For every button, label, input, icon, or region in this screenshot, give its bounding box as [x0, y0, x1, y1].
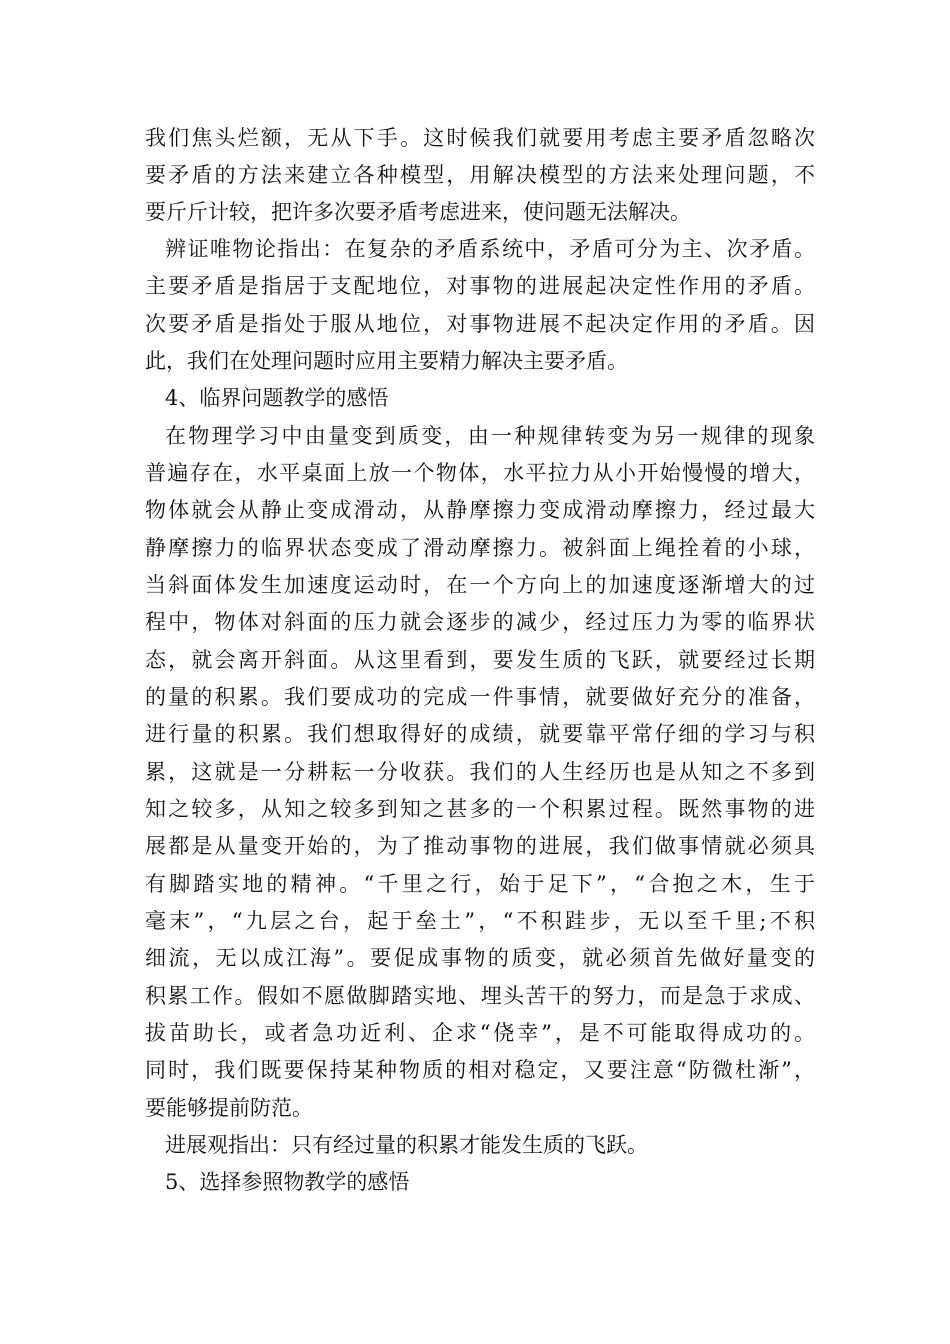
text-line: 积累工作。假如不愿做脚踏实地、埋头苦干的努力，而是急于求成、 — [145, 984, 815, 1008]
text-line: 普遍存在，水平桌面上放一个物体，水平拉力从小开始慢慢的增大， — [145, 461, 815, 485]
text-line: 次要矛盾是指处于服从地位，对事物进展不起决定作用的矛盾。因 — [145, 312, 815, 336]
text-line: 要矛盾的方法来建立各种模型，用解决模型的方法来处理问题，不 — [145, 163, 815, 187]
text-line: 物体就会从静止变成滑动，从静摩擦力变成滑动摩擦力，经过最大 — [145, 498, 815, 522]
text-line: 辨证唯物论指出：在复杂的矛盾系统中，矛盾可分为主、次矛盾。 — [165, 237, 815, 261]
text-line: 细流，无以成江海”。要促成事物的质变，就必须首先做好量变的 — [145, 946, 815, 970]
text-line: 有脚踏实地的精神。“千里之行，始于足下”，“合抱之木，生于 — [145, 872, 815, 896]
text-line: 要能够提前防范。 — [145, 1096, 313, 1120]
text-line: 知之较多，从知之较多到知之甚多的一个积累过程。既然事物的进 — [145, 797, 815, 821]
text-line: 我们焦头烂额，无从下手。这时候我们就要用考虑主要矛盾忽略次 — [145, 126, 815, 150]
text-line: 程中，物体对斜面的压力就会逐步的减少，经过压力为零的临界状 — [145, 610, 815, 634]
text-line: 要斤斤计较，把许多次要矛盾考虑进来，使问题无法解决。 — [145, 200, 691, 224]
text-line: 的量的积累。我们要成功的完成一件事情，就要做好充分的准备， — [145, 685, 815, 709]
text-line: 此，我们在处理问题时应用主要精力解决主要矛盾。 — [145, 349, 628, 373]
text-line: 累，这就是一分耕耘一分收获。我们的人生经历也是从知之不多到 — [145, 760, 815, 784]
text-line: 展都是从量变开始的，为了推动事物的进展，我们做事情就必须具 — [145, 834, 815, 858]
text-line: 进行量的积累。我们想取得好的成绩，就要靠平常仔细的学习与积 — [145, 722, 815, 746]
text-line: 当斜面体发生加速度运动时，在一个方向上的加速度逐渐增大的过 — [145, 573, 815, 597]
text-line: 毫末”，“九层之台，起于垒土”，“不积跬步，无以至千里;不积 — [145, 909, 815, 933]
section-heading: 5、选择参照物教学的感悟 — [165, 1170, 410, 1194]
text-line: 进展观指出：只有经过量的积累才能发生质的飞跃。 — [165, 1133, 648, 1157]
text-line: 态，就会离开斜面。从这里看到，要发生质的飞跃，就要经过长期 — [145, 648, 815, 672]
section-heading: 4、临界问题教学的感悟 — [165, 386, 389, 410]
text-line: 在物理学习中由量变到质变，由一种规律转变为另一规律的现象 — [165, 424, 815, 448]
text-line: 静摩擦力的临界状态变成了滑动摩擦力。被斜面上绳拴着的小球， — [145, 536, 815, 560]
text-line: 同时，我们既要保持某种物质的相对稳定，又要注意“防微杜渐”， — [145, 1058, 815, 1082]
text-line: 主要矛盾是指居于支配地位，对事物的进展起决定性作用的矛盾。 — [145, 274, 815, 298]
text-line: 拔苗助长，或者急功近利、企求“侥幸”，是不可能取得成功的。 — [145, 1021, 815, 1045]
